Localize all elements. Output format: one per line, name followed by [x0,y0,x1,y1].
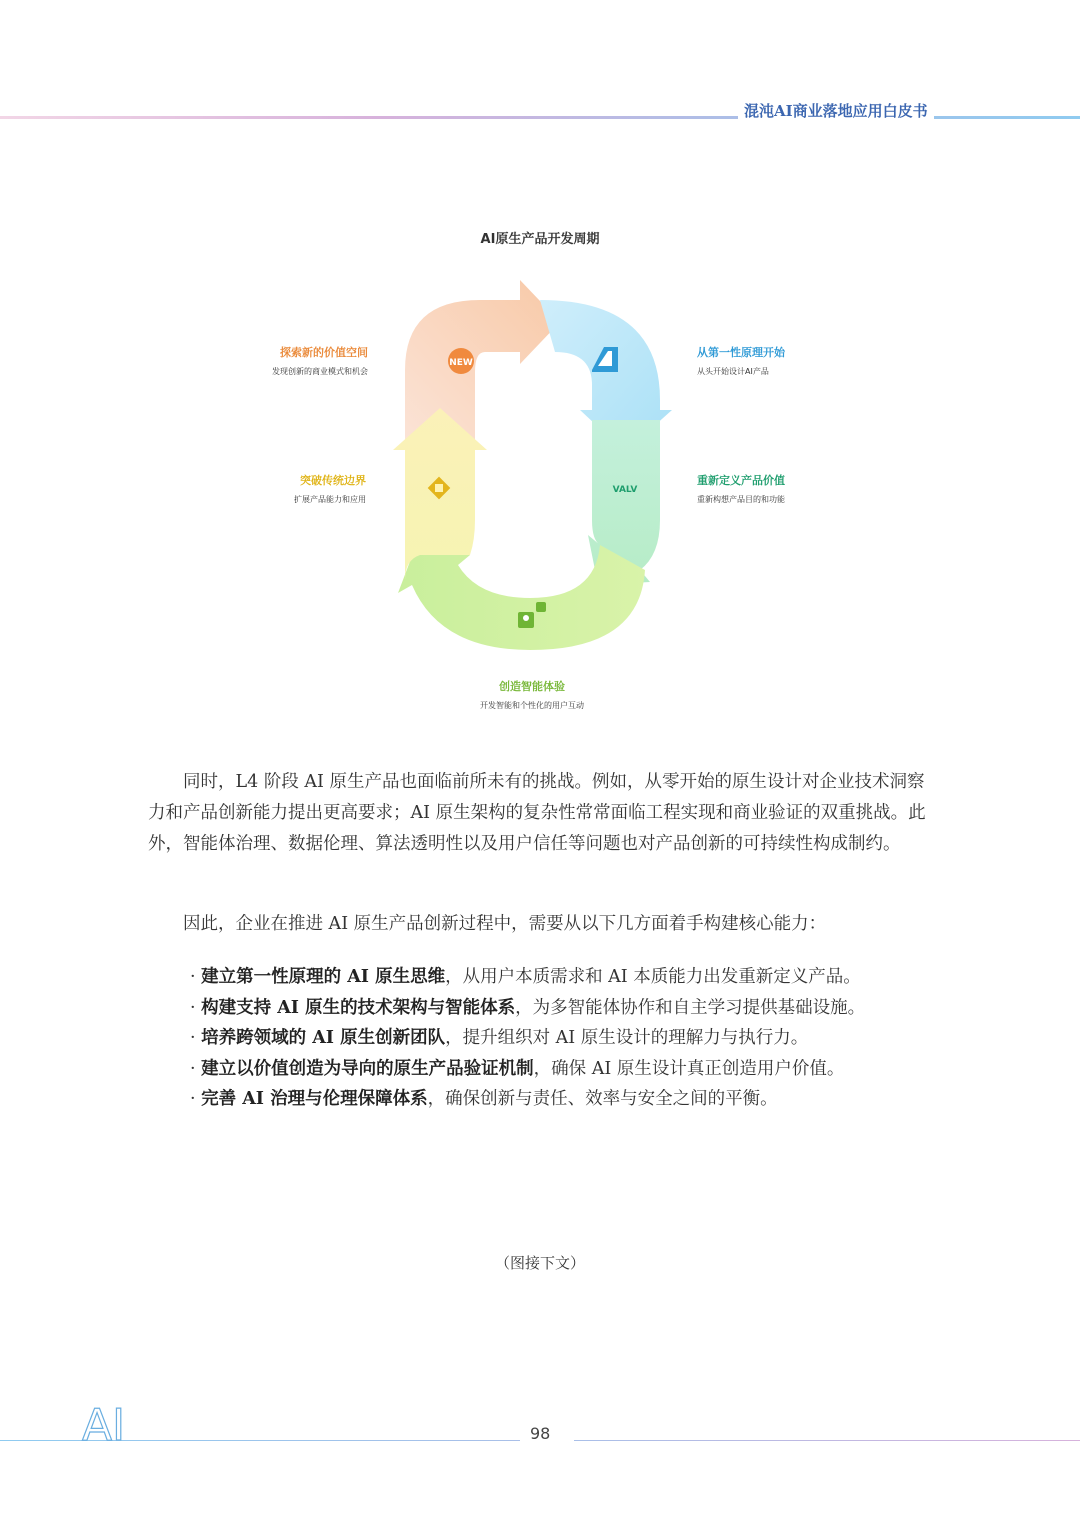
stage-label-create [474,678,590,711]
item-text: ，确保创新与责任、效率与安全之间的平衡。 [427,1089,778,1109]
stage-title: 重新定义产品价值 [697,474,785,487]
footer-rule-right [574,1440,1080,1441]
stage-label-first-principles [697,344,837,377]
stage-arc-explore [405,280,560,440]
stage-title: 探索新的价值空间 [280,346,368,359]
item-bold: 建立以价值创造为导向的原生产品验证机制 [201,1058,534,1079]
item-text: ，确保 AI 原生设计真正创造用户价值。 [533,1058,845,1079]
stage-desc: 重新构想产品目的和功能 [697,495,785,504]
page-number: 98 [530,1424,551,1443]
body-paragraph-1: 同时，L4 阶段 AI 原生产品也面临前所未有的挑战。例如，从零开始的原生设计对企业技术洞察力和产品创新能力提出更高要求；AI 原生架构的复杂性常常面临工程实现和商业验证的双重挑战。此外，智能体治理、数据伦理、算法透明性以及用户信任等问题也对产品创新的可持续性构成制约。 [148,772,926,854]
capability-list [190,962,865,1115]
stage-desc: 开发智能和个性化的用户互动 [480,701,584,710]
item-text: ，提升组织对 AI 原生设计的理解力与执行力。 [445,1028,809,1048]
new-badge-icon [448,348,474,374]
continued-note: （图接下文） [494,1254,585,1272]
stage-label-redefine [697,472,837,505]
list-item: · 完善 AI 治理与伦理保障体系，确保创新与责任、效率与安全之间的平衡。 [190,1089,778,1109]
stage-desc: 扩展产品能力和应用 [294,495,366,504]
list-item: · 构建支持 AI 原生的技术架构与智能体系，为多智能体协作和自主学习提供基础设施。 [190,997,866,1018]
header-title: 混沌AI商业落地应用白皮书 [738,100,934,121]
list-item: · 建立以价值创造为导向的原生产品验证机制，确保 AI 原生设计真正创造用户价值。 [190,1058,845,1079]
item-bold: 完善 AI 治理与伦理保障体系 [201,1089,428,1109]
body-paragraph-2: 因此，企业在推进 AI 原生产品创新过程中，需要从以下几方面着手构建核心能力： [183,914,827,934]
stage-title: 突破传统边界 [300,474,366,487]
diagram-title: AI原生产品开发周期 [480,232,600,247]
item-bold: 构建支持 AI 原生的技术架构与智能体系 [201,997,516,1018]
ai-logo [78,1400,138,1444]
item-bold: 培养跨领域的 AI 原生创新团队 [201,1028,446,1048]
list-item: · 培养跨领域的 AI 原生创新团队，提升组织对 AI 原生设计的理解力与执行力。 [190,1028,809,1048]
item-text: ，从用户本质需求和 AI 本质能力出发重新定义产品。 [445,967,861,987]
stage-title: 从第一性原理开始 [697,346,785,359]
stage-label-explore [258,344,368,377]
valv-badge-icon: VALV [612,485,638,495]
svg-text:AI: AI [82,1400,126,1444]
list-item: · 建立第一性原理的 AI 原生思维，从用户本质需求和 AI 本质能力出发重新定义产品。 [190,967,861,987]
item-bold: 建立第一性原理的 AI 原生思维 [201,967,446,987]
stage-desc: 从头开始设计AI产品 [697,367,769,376]
stage-title: 创造智能体验 [499,680,565,693]
svg-text:NEW: NEW [449,358,473,368]
item-text: ，为多智能体协作和自主学习提供基础设施。 [515,997,866,1018]
stage-desc: 发现创新的商业模式和机会 [272,367,368,376]
stage-label-break [258,472,366,505]
cycle-diagram [380,270,700,670]
